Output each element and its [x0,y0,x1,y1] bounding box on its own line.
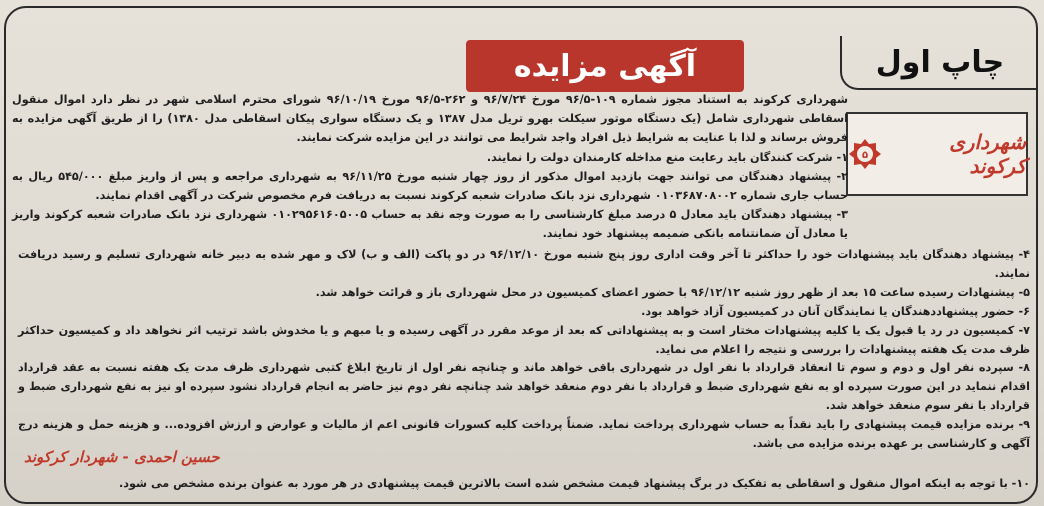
clause-6: ۶- حضور پیشنهاددهندگان یا نمایندگان آنان در کمیسیون آزاد خواهد بود. [641,304,1030,318]
clause-9: ۹- برنده مزایده قیمت پیشنهادی را باید نقداً به حساب شهرداری پرداخت نماید. ضمناً پرداخت کلیه کسورات قانونی اعم از مالیات و عوارض و ارزش افزوده... و هزینه حمل و هزینه درج آگهی و کارشناسی بر عهده برنده مزایده می باشد. [18,418,1030,451]
clause-8: ۸- سپرده نفر اول و دوم و سوم تا انعقاد قرارداد با نفر اول در شهرداری باقی خواهد ماند و چنانچه نفر اول از تاریخ ابلاغ کتبی شهرداری ظرف مدت یک هفته نسبت به عقد قرارداد اقدام ننماید در این صورت سپرده او به نفع شهرداری ضبط و قرارداد با نفر دوم منعقد خواهد شد چنانچه نفر دوم نیز حاضر به انجام قرارداد نشود سپرده او نیز به نفع شهرداری ضبط و قرارداد با نفر سوم منعقد خواهد شد. [18,361,1030,413]
edition-label: چاپ اول [840,36,1038,90]
ad-body-top [12,90,848,244]
clause-4: ۴- پیشنهاد دهندگان باید پیشنهادات خود را حداکثر تا آخر وقت اداری روز پنج شنبه مورخ ۹۶/۱۲/۱۰ در دو پاکت (الف و ب) لاک و مهر شده به دبیر خانه شهرداری تسلیم و رسید دریافت نمایند. [18,248,1030,280]
clause-1: ۱- شرکت کنندگان باید رعایت منع مداخله کارمندان دولت را نمایند. [486,150,848,164]
logo-text: شهرداری کرکوند [949,130,1026,178]
clause-3: ۳- پیشنهاد دهندگان باید معادل ۵ درصد مبلغ کارشناسی را به صورت وجه نقد به حساب ۰۱۰۲۹۵۶۱۶۰۵۰۰۵ شهرداری نزد بانک صادرات شعبه کرکوند واریز یا معادل آن ضمانتنامه بانکی ضمیمه پیشنهاد خود نمایند. [12,208,848,241]
intro-paragraph: شهرداری کرکوند به استناد مجوز شماره ۱۰۹-۹۶/۵ مورخ ۹۶/۷/۲۴ و ۲۶۲-۹۶/۵ مورخ ۹۶/۱۰/۱۹ شورای محترم اسلامی شهر در نظر دارد اموال منقول اسقاطی شهرداری شامل (یک دستگاه موتور سیکلت بهرو تریل مدل ۱۳۸۷ و یک دستگاه سواری پیکان اسقاطی مدل ۱۳۸۰) را از طریق آگهی مزایده به فروش برساند و لذا با عنایت به شرایط ذیل افراد واجد شرایط می توانند در این مزایده شرکت نمایند. [12,93,849,145]
clause-2: ۲- پیشنهاد دهندگان می توانند جهت بازدید اموال مذکور از روز چهار شنبه مورخ ۹۶/۱۱/۲۵ به شهرداری مراجعه و پس از واریز مبلغ ۵۴۵/۰۰۰ ریال به حساب جاری شماره ۰۱۰۳۶۸۷۰۸۰۰۲ شهرداری نزد بانک صادرات شعبه کرکوند نسبت به دریافت فرم مخصوص شرکت در آگهی اقدام نمایند. [12,169,849,203]
clause-10: ۱۰- با توجه به اینکه اموال منقول و اسقاطی به تفکیک در برگ پیشنهاد قیمت مشخص شده است بالاترین قیمت پیشنهادی در هر مورد به عنوان برنده مشخص می شود. [119,477,1030,490]
municipality-emblem-icon [848,137,882,171]
svg-text:۵: ۵ [861,150,869,161]
mayor-signature: حسین احمدی - شهردار کرکوند [24,448,220,466]
clause-5: ۵- پیشنهادات رسیده ساعت ۱۵ بعد از ظهر روز شنبه ۹۶/۱۲/۱۲ با حضور اعضای کمیسیون در محل شهرداری باز و قرائت خواهد شد. [315,285,1030,299]
ad-title-banner: آگهی مزایده [466,40,744,92]
ad-body-bottom [18,246,1030,454]
clause-7: ۷- کمیسیون در رد یا قبول یک یا کلیه پیشنهادات مختار است و به پیشنهاداتی که بعد از موعد مقرر در آگهی رسیده و یا مبهم و یا مخدوش باشد ترتیب اثر نخواهد داد و کمیسیون حداکثر ظرف مدت یک هفته پیشنهادات را بررسی و نتیجه را اعلام می نماید. [18,323,1030,356]
municipality-logo [846,112,1028,196]
